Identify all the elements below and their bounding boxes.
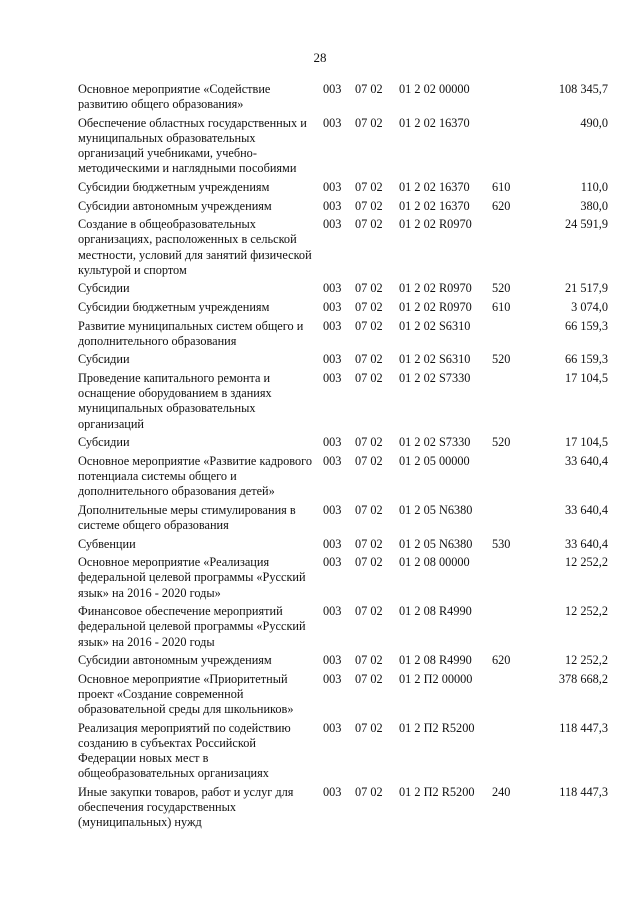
row-name: Обеспечение областных государственных и муниципальных образовательных организаций учебниками, учебно-методическими и наглядными пособиями (78, 115, 307, 176)
amount: 12 252,2 (564, 653, 608, 668)
expense-type-code: 520 (492, 352, 511, 367)
ministry-code: 003 (323, 453, 342, 468)
row-name: Субсидии (78, 435, 130, 450)
amount: 3 074,0 (571, 299, 608, 314)
ministry-code: 003 (323, 352, 342, 367)
ministry-code: 003 (323, 115, 342, 130)
ministry-code: 003 (323, 784, 342, 799)
row-name: Субсидии бюджетным учреждениям (78, 299, 270, 314)
section-code: 07 02 (355, 555, 383, 570)
table-row (78, 721, 608, 782)
row-name: Проведение капитального ремонта и оснащение оборудованием в зданиях муниципальных образовательных организаций (78, 370, 272, 431)
ministry-code: 003 (323, 217, 342, 232)
ministry-code: 003 (323, 370, 342, 385)
table-row (78, 199, 608, 214)
ministry-code: 003 (323, 536, 342, 551)
ministry-code: 003 (323, 653, 342, 668)
page-number: 28 (313, 50, 327, 65)
amount: 66 159,3 (564, 318, 608, 333)
amount: 17 104,5 (564, 435, 608, 450)
table-row (78, 319, 608, 349)
table-row (78, 217, 608, 278)
section-code: 07 02 (355, 784, 383, 799)
ministry-code: 003 (323, 502, 342, 517)
row-name: Реализация мероприятий по содействию созданию в субъектах Российской Федерации новых мест в общеобразовательных организациях (78, 720, 291, 781)
section-code: 07 02 (355, 671, 383, 686)
row-name: Финансовое обеспечение мероприятий федеральной целевой программы «Русский язык» на 2016 - 2020 годы (78, 604, 306, 649)
section-code: 07 02 (355, 352, 383, 367)
target-article-code: 01 2 02 16370 (399, 198, 470, 213)
table-row (78, 672, 608, 718)
table-row (78, 503, 608, 533)
section-code: 07 02 (355, 435, 383, 450)
target-article-code: 01 2 П2 R5200 (399, 720, 475, 735)
section-code: 07 02 (355, 180, 383, 194)
row-name: Основное мероприятие «Приоритетный проект «Создание современной образовательной среды для школьников» (78, 671, 294, 717)
ministry-code: 003 (323, 82, 342, 96)
target-article-code: 01 2 02 S7330 (399, 435, 471, 450)
target-article-code: 01 2 08 R4990 (399, 604, 472, 619)
ministry-code: 003 (323, 281, 342, 296)
ministry-code: 003 (323, 198, 342, 213)
expense-type-code: 610 (492, 299, 511, 314)
section-code: 07 02 (355, 82, 383, 96)
row-name: Субсидии бюджетным учреждениям (78, 180, 270, 194)
section-code: 07 02 (355, 720, 383, 735)
table-row (78, 435, 608, 450)
amount: 118 447,3 (559, 784, 608, 799)
table-row (78, 82, 608, 112)
row-name: Основное мероприятие «Содействие развитию общего образования» (78, 82, 271, 112)
row-name: Дополнительные меры стимулирования в системе общего образования (78, 502, 296, 532)
target-article-code: 01 2 05 N6380 (399, 536, 473, 551)
section-code: 07 02 (355, 318, 383, 333)
ministry-code: 003 (323, 555, 342, 570)
row-name: Развитие муниципальных систем общего и дополнительного образования (78, 318, 304, 348)
section-code: 07 02 (355, 536, 383, 551)
row-name: Субсидии (78, 281, 130, 296)
section-code: 07 02 (355, 653, 383, 668)
ministry-code: 003 (323, 435, 342, 450)
ministry-code: 003 (323, 299, 342, 314)
ministry-code: 003 (323, 180, 342, 194)
section-code: 07 02 (355, 370, 383, 385)
section-code: 07 02 (355, 217, 383, 232)
table-row (78, 352, 608, 367)
target-article-code: 01 2 02 R0970 (399, 281, 472, 296)
row-name: Основное мероприятие «Реализация федеральной целевой программы «Русский язык» на 2016 - 2020 годы» (78, 555, 306, 600)
section-code: 07 02 (355, 604, 383, 619)
ministry-code: 003 (323, 604, 342, 619)
target-article-code: 01 2 05 N6380 (399, 502, 473, 517)
row-name: Субсидии (78, 352, 130, 367)
section-code: 07 02 (355, 299, 383, 314)
amount: 108 345,7 (558, 82, 608, 96)
section-code: 07 02 (355, 502, 383, 517)
table-row (78, 653, 608, 668)
table-row (78, 604, 608, 650)
expense-type-code: 520 (492, 435, 511, 450)
expense-type-code: 520 (492, 281, 511, 296)
target-article-code: 01 2 П2 00000 (399, 671, 473, 686)
amount: 33 640,4 (564, 502, 608, 517)
target-article-code: 01 2 02 S6310 (399, 318, 471, 333)
section-code: 07 02 (355, 281, 383, 296)
table-row (78, 116, 608, 177)
expense-type-code: 620 (492, 198, 511, 213)
expense-type-code: 240 (492, 784, 511, 799)
row-name: Субвенции (78, 536, 136, 551)
amount: 21 517,9 (564, 281, 608, 296)
amount: 33 640,4 (564, 453, 608, 468)
amount: 118 447,3 (559, 720, 608, 735)
table-row (78, 281, 608, 296)
target-article-code: 01 2 08 R4990 (399, 653, 472, 668)
amount: 33 640,4 (564, 536, 608, 551)
expense-type-code: 620 (492, 653, 511, 668)
target-article-code: 01 2 02 16370 (399, 115, 470, 130)
table-row (78, 180, 608, 195)
row-name: Субсидии автономным учреждениям (78, 198, 272, 213)
amount: 66 159,3 (564, 352, 608, 367)
row-name: Основное мероприятие «Развитие кадрового потенциала системы общего и дополнительного образования детей» (78, 453, 313, 499)
table-row (78, 371, 608, 432)
ministry-code: 003 (323, 720, 342, 735)
amount: 24 591,9 (564, 217, 608, 232)
table-row (78, 537, 608, 552)
amount: 12 252,2 (564, 555, 608, 570)
target-article-code: 01 2 02 S6310 (399, 352, 471, 367)
expense-type-code: 530 (492, 536, 511, 551)
target-article-code: 01 2 02 R0970 (399, 299, 472, 314)
target-article-code: 01 2 05 00000 (399, 453, 470, 468)
table-row (78, 454, 608, 500)
table-row (78, 555, 608, 601)
table-row (78, 300, 608, 315)
amount: 110,0 (580, 180, 608, 194)
amount: 490,0 (580, 115, 608, 130)
amount: 12 252,2 (564, 604, 608, 619)
target-article-code: 01 2 02 S7330 (399, 370, 471, 385)
row-name: Иные закупки товаров, работ и услуг для обеспечения государственных (муниципальных) нужд (78, 784, 294, 830)
amount: 380,0 (580, 198, 608, 213)
target-article-code: 01 2 08 00000 (399, 555, 470, 570)
table-row (78, 785, 608, 831)
amount: 378 668,2 (558, 671, 608, 686)
row-name: Субсидии автономным учреждениям (78, 653, 272, 668)
section-code: 07 02 (355, 198, 383, 213)
amount: 17 104,5 (564, 370, 608, 385)
section-code: 07 02 (355, 453, 383, 468)
row-name: Создание в общеобразовательных организациях, расположенных в сельской местности, условий для занятий физической культурой и спортом (78, 217, 312, 277)
section-code: 07 02 (355, 115, 383, 130)
ministry-code: 003 (323, 318, 342, 333)
expense-type-code: 610 (492, 180, 511, 194)
target-article-code: 01 2 02 R0970 (399, 217, 472, 232)
target-article-code: 01 2 02 00000 (399, 82, 470, 96)
target-article-code: 01 2 П2 R5200 (399, 784, 475, 799)
ministry-code: 003 (323, 671, 342, 686)
target-article-code: 01 2 02 16370 (399, 180, 470, 194)
budget-table (78, 82, 608, 834)
